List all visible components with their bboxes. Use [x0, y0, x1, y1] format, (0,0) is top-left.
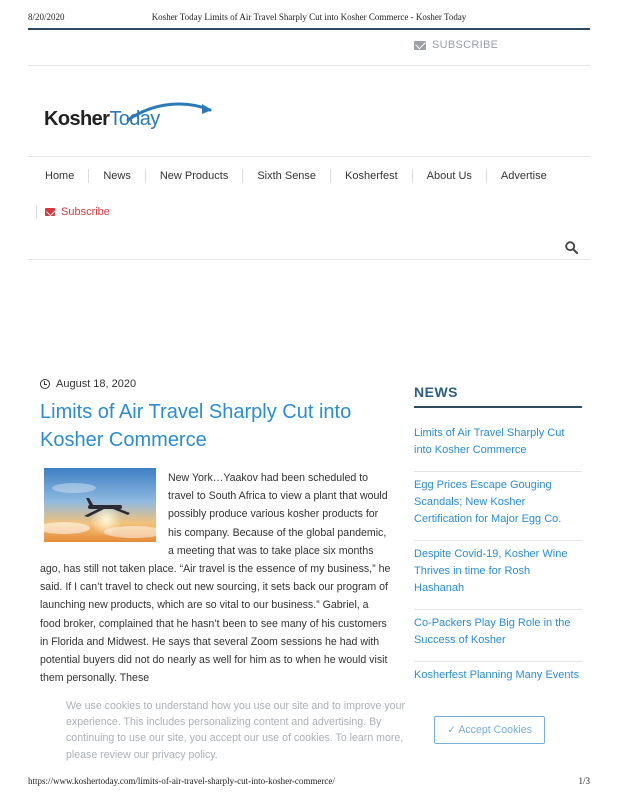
top-rule	[28, 28, 590, 30]
divider	[28, 65, 590, 66]
nav-new-products[interactable]: New Products	[146, 169, 243, 183]
print-doc-title: Kosher Today Limits of Air Travel Sharply Cut into Kosher Commerce - Kosher Today	[151, 12, 467, 22]
search-icon[interactable]	[565, 241, 578, 254]
print-date: 8/20/2020	[28, 12, 65, 22]
nav-subscribe[interactable]	[36, 205, 110, 219]
logo-text-kosher: Kosher	[44, 108, 110, 130]
logo-text-today: Today	[109, 108, 160, 130]
sidebar-news-list	[414, 420, 582, 696]
print-page-number: 1/3	[578, 776, 590, 786]
clock-icon	[40, 379, 50, 389]
main-nav	[31, 169, 561, 183]
nav-subscribe-label: Subscribe	[61, 206, 110, 218]
article-title[interactable]: Limits of Air Travel Sharply Cut into Kosher Commerce	[40, 401, 352, 451]
sidebar-news-item[interactable]: Limits of Air Travel Sharply Cut into Kosher Commerce	[414, 420, 582, 472]
nav-advertise[interactable]: Advertise	[500, 170, 547, 182]
sidebar-news-item[interactable]: Kosherfest Planning Many Events	[414, 669, 580, 681]
nav-news[interactable]: News	[89, 169, 146, 183]
article-body	[40, 469, 392, 687]
sidebar-rule	[414, 406, 582, 408]
nav-sixth-sense[interactable]: Sixth Sense	[243, 169, 331, 183]
nav-about-us[interactable]: About Us	[413, 169, 487, 183]
print-header	[28, 12, 590, 26]
photo-spacer	[40, 469, 168, 545]
sidebar-news-item[interactable]: Egg Prices Escape Gouging Scandals; New Kosher Certification for Major Egg Co.	[414, 472, 582, 541]
post-date	[40, 378, 136, 390]
sidebar-news-item[interactable]: Despite Covid-19, Kosher Wine Thrives in time for Rosh Hashanah	[414, 541, 582, 610]
cookie-text: We use cookies to understand how you use our site and to improve your experience. This includes personalizing content and advertising. By continuing to use our site, you accept our use of cookies. To learn more, please review our privacy policy.	[66, 700, 405, 761]
nav-home[interactable]: Home	[31, 169, 89, 183]
top-subscribe-link[interactable]	[414, 39, 498, 51]
envelope-icon	[414, 41, 426, 50]
divider	[28, 259, 590, 260]
sidebar-news-item[interactable]: Co-Packers Play Big Role in the Success of Kosher	[414, 610, 582, 662]
divider	[28, 156, 590, 157]
print-footer	[28, 776, 590, 790]
site-logo[interactable]	[44, 98, 194, 138]
accept-cookies-button[interactable]: ✓ Accept Cookies	[434, 716, 545, 744]
nav-kosherfest[interactable]: Kosherfest	[331, 169, 413, 183]
print-url: https://www.koshertoday.com/limits-of-air-travel-sharply-cut-into-kosher-commerce/	[28, 776, 335, 786]
post-date-text: August 18, 2020	[56, 378, 137, 390]
top-subscribe-label: SUBSCRIBE	[432, 39, 499, 51]
sidebar-news-heading: NEWS	[414, 384, 458, 400]
envelope-icon	[45, 208, 55, 216]
article-body-text: New York…Yaakov had been scheduled to travel to South Africa to view a plant that would possibly produce various kosher products for his company. Because of the global pandemic, a meeting that was to take place six months ago, has still not taken place. “Air travel is the essence of my business,” he said. If I can’t travel to check out new sourcing, it sets back our program of launching new products, which are so vital to our business.” Gabriel, a food broker, complained that he hasn’t been to see many of his customers in Florida and Midwest. He says that several Zoom sessions he had with potential buyers did not do nearly as well for him as to when he would visit them personally. These	[40, 472, 391, 685]
